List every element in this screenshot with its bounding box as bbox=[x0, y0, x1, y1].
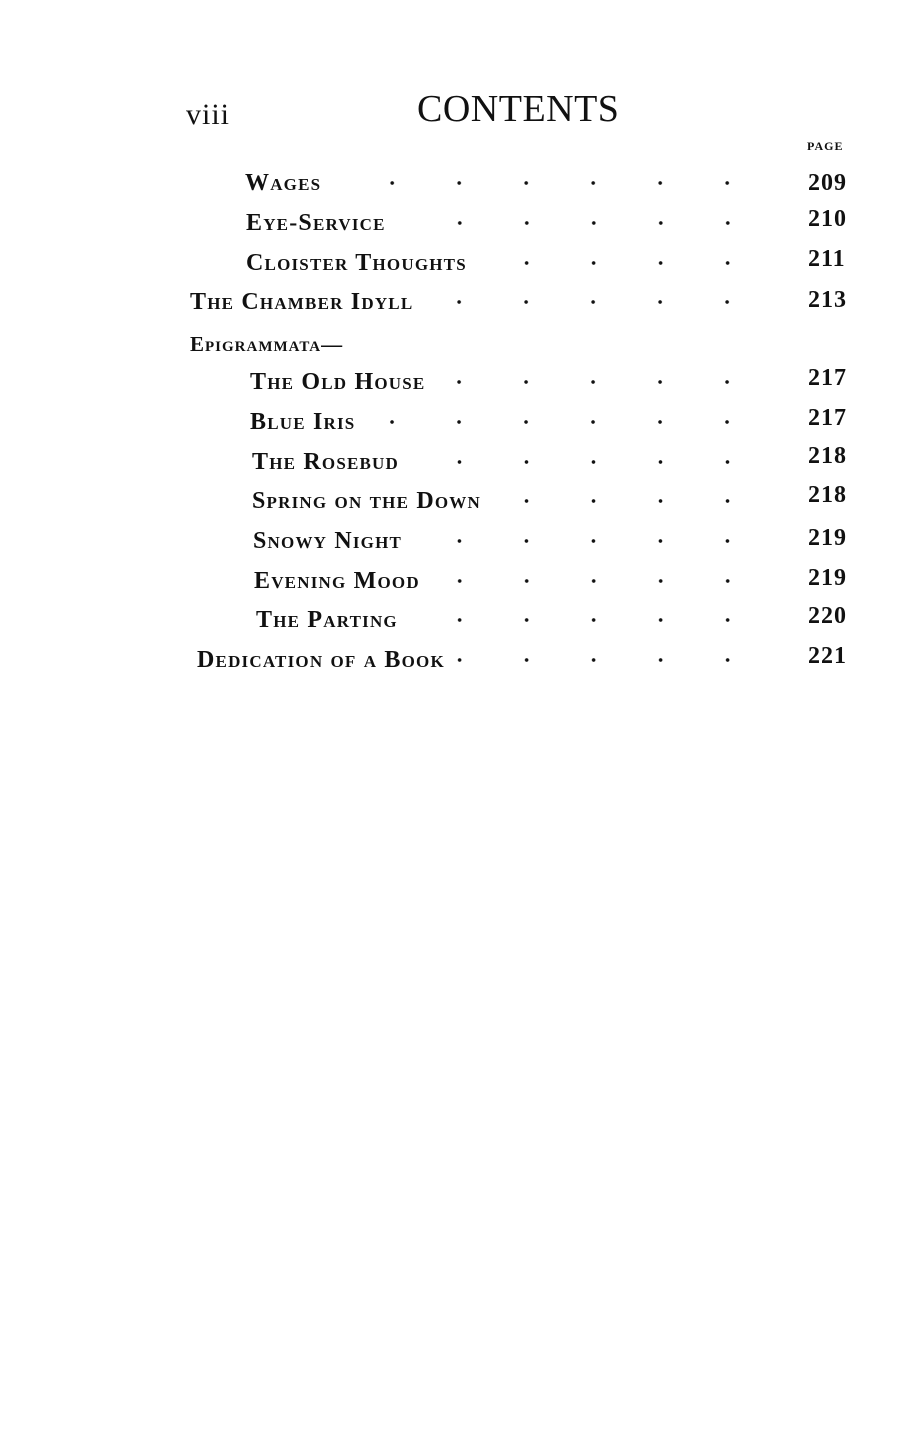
toc-entry-title: The Old House bbox=[250, 368, 426, 395]
toc-section-heading bbox=[190, 327, 590, 361]
dot-leader bbox=[409, 445, 769, 479]
dot-leader bbox=[412, 524, 769, 558]
toc-entry-title: The Chamber Idyll bbox=[190, 288, 414, 315]
toc-entry-title: Wages bbox=[245, 169, 322, 196]
toc-entry-title: The Parting bbox=[256, 606, 398, 633]
toc-entry-page: 221 bbox=[808, 643, 847, 669]
toc-entry bbox=[245, 166, 785, 200]
dot-leader bbox=[408, 603, 769, 637]
toc-entry-page: 220 bbox=[808, 603, 847, 629]
toc-entry-page: 219 bbox=[808, 525, 847, 551]
running-head: CONTENTS bbox=[417, 88, 620, 130]
toc-entry-page: 218 bbox=[808, 482, 847, 508]
toc-entry-page: 211 bbox=[808, 246, 846, 272]
toc-entry-title: Blue Iris bbox=[250, 408, 356, 435]
toc-entry bbox=[253, 524, 785, 558]
dot-leader bbox=[491, 484, 769, 518]
toc-entry-page: 219 bbox=[808, 565, 847, 591]
toc-entry bbox=[197, 643, 785, 677]
toc-entry bbox=[246, 246, 785, 280]
toc-entry-title: Evening Mood bbox=[254, 567, 420, 594]
dot-leader bbox=[435, 365, 769, 399]
dot-leader bbox=[430, 564, 769, 598]
toc-entry bbox=[190, 285, 785, 319]
page-column-label: PAGE bbox=[807, 139, 844, 153]
toc-entry-page: 217 bbox=[808, 405, 847, 431]
dot-leader bbox=[455, 643, 769, 677]
toc-entry-page: 217 bbox=[808, 365, 847, 391]
toc-section-title: Epigrammata— bbox=[190, 331, 344, 356]
dot-leader bbox=[477, 246, 769, 280]
toc-entry-page: 210 bbox=[808, 206, 847, 232]
dot-leader bbox=[423, 285, 769, 319]
toc-entry-title: The Rosebud bbox=[252, 448, 400, 475]
toc-entry-title: Snowy Night bbox=[253, 527, 403, 554]
toc-entry bbox=[250, 405, 785, 439]
dot-leader bbox=[331, 166, 769, 200]
toc-entry-page: 218 bbox=[808, 443, 847, 469]
toc-entry-page: 209 bbox=[808, 170, 847, 196]
toc-entry-title: Eye-Service bbox=[246, 209, 386, 236]
toc-entry bbox=[252, 484, 785, 518]
toc-entry bbox=[256, 603, 785, 637]
toc-entry bbox=[254, 564, 785, 598]
toc-entry-page: 213 bbox=[808, 287, 847, 313]
toc-entry-title: Spring on the Down bbox=[252, 487, 481, 514]
toc-entry bbox=[246, 206, 785, 240]
dot-leader bbox=[396, 206, 769, 240]
toc-entry-title: Dedication of a Book bbox=[197, 646, 445, 673]
dot-leader bbox=[365, 405, 769, 439]
page-number: viii bbox=[186, 98, 231, 131]
toc-entry-title: Cloister Thoughts bbox=[246, 249, 467, 276]
toc-entry bbox=[252, 445, 785, 479]
toc-entry bbox=[250, 365, 785, 399]
